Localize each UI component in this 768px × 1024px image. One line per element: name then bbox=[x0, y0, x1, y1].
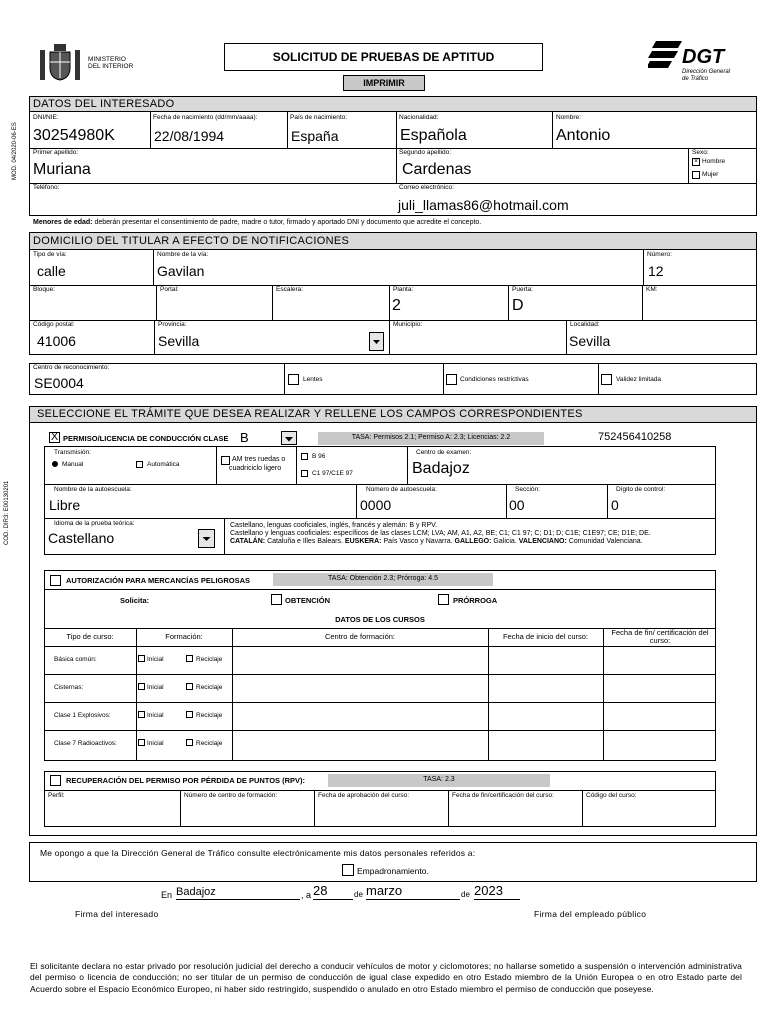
sex-female-checkbox[interactable] bbox=[692, 171, 700, 179]
print-button[interactable]: IMPRIMIR bbox=[343, 75, 425, 91]
limited-validity-checkbox[interactable] bbox=[601, 374, 612, 385]
floor-field[interactable]: 2 bbox=[392, 297, 401, 314]
dgt-logo bbox=[648, 41, 738, 85]
automatic-label: Automática bbox=[147, 461, 180, 468]
birthdate-label: Fecha de nacimiento (dd/mm/aaaa): bbox=[153, 114, 258, 121]
birthdate-field[interactable]: 22/08/1994 bbox=[154, 128, 225, 144]
catalan-bold: CATALÁN: bbox=[230, 538, 266, 545]
minors-note-bold: Menores de edad: bbox=[33, 219, 93, 226]
chevron-down-icon bbox=[370, 333, 383, 350]
medical-center-field[interactable]: SE0004 bbox=[34, 375, 84, 391]
basica-inicial-label: Inicial bbox=[147, 656, 164, 663]
am-label-1: AM tres ruedas o bbox=[232, 456, 286, 463]
license-class-dropdown[interactable] bbox=[281, 431, 297, 445]
signature-month-field[interactable]: marzo bbox=[366, 883, 460, 900]
email-label: Correo electrónico: bbox=[399, 184, 454, 191]
language-note-1: Castellano, lenguas cooficiales, inglés, francés y alemán: B y RPV. bbox=[230, 522, 438, 529]
euskera-text: País Vasco y Navarra. bbox=[383, 538, 453, 545]
explosivos-inicial-label: Inicial bbox=[147, 712, 164, 719]
explosivos-inicial-checkbox[interactable] bbox=[138, 711, 145, 718]
manual-radio[interactable] bbox=[52, 461, 58, 467]
signature-de-2: de bbox=[461, 890, 470, 899]
license-checkbox[interactable]: X bbox=[50, 431, 59, 443]
basica-reciclaje-checkbox[interactable] bbox=[186, 655, 193, 662]
signature-year-field[interactable]: 2023 bbox=[474, 883, 520, 900]
tasa-number: 752456410258 bbox=[598, 431, 672, 443]
chevron-down-icon bbox=[199, 530, 214, 547]
block-label: Bloque: bbox=[33, 286, 56, 293]
gallego-text: Galicia. bbox=[493, 538, 517, 545]
c1-checkbox[interactable] bbox=[301, 470, 308, 477]
col-formation: Formación: bbox=[165, 632, 203, 641]
medical-center-label: Centro de reconocimiento: bbox=[33, 364, 110, 371]
row-basica-label: Básica común: bbox=[54, 656, 97, 663]
radioactivos-inicial-label: Inicial bbox=[147, 740, 164, 747]
nationality-field[interactable]: Española bbox=[400, 127, 467, 144]
minors-note-text: deberán presentar el consentimiento de padre, madre o tutor, firmado y aportado DNI y documento que acredite el concepto. bbox=[94, 219, 482, 226]
request-label: Solicita: bbox=[120, 596, 150, 605]
street-type-field[interactable]: calle bbox=[37, 263, 66, 279]
school-number-field[interactable]: 0000 bbox=[360, 497, 392, 513]
floor-label: Planta: bbox=[393, 286, 414, 293]
prorroga-checkbox[interactable] bbox=[438, 594, 449, 605]
chevron-down-icon bbox=[282, 433, 296, 445]
col-end-date: Fecha de fin/ certificación del curso: bbox=[611, 628, 709, 645]
dgt-subtitle-1: Dirección General bbox=[682, 69, 731, 75]
rpv-title: RECUPERACIÓN DEL PERMISO POR PÉRDIDA DE PUNTOS (RPV): bbox=[66, 776, 306, 785]
euskera-bold: EUSKERA: bbox=[344, 538, 382, 545]
rpv-course-code-label: Código del curso: bbox=[586, 792, 637, 799]
signature-de-1: de bbox=[354, 890, 363, 899]
form-title: SOLICITUD DE PRUEBAS DE APTITUD bbox=[272, 50, 495, 64]
minors-note bbox=[33, 219, 481, 227]
col-start-date: Fecha de inicio del curso: bbox=[502, 632, 589, 641]
basica-reciclaje-label: Reciclaje bbox=[196, 656, 223, 663]
language-select[interactable]: Castellano bbox=[48, 530, 115, 546]
locality-label: Localidad: bbox=[570, 321, 600, 328]
dgt-mark-icon bbox=[648, 41, 682, 73]
radioactivos-reciclaje-label: Reciclaje bbox=[196, 740, 223, 747]
nationality-label: Nacionalidad: bbox=[399, 114, 439, 121]
row-radioactivos-label: Clase 7 Radioactivos: bbox=[54, 740, 117, 747]
street-type-label: Tipo de vía: bbox=[33, 251, 67, 258]
language-note-3 bbox=[230, 538, 643, 546]
door-field[interactable]: D bbox=[512, 297, 524, 314]
side-code-top: MOD. 04/2020-06-ES bbox=[12, 122, 18, 180]
dni-field[interactable]: 30254980K bbox=[33, 127, 115, 144]
obtencion-label: OBTENCIÓN bbox=[285, 596, 330, 605]
dgt-subtitle-2: de Tráfico bbox=[682, 76, 709, 82]
signature-a: , a bbox=[301, 890, 312, 900]
automatic-checkbox[interactable] bbox=[136, 461, 143, 468]
phone-label: Teléfono: bbox=[33, 184, 60, 191]
empadronamiento-checkbox[interactable] bbox=[342, 864, 354, 876]
surname1-field[interactable]: Muriana bbox=[33, 161, 91, 178]
cisternas-inicial-label: Inicial bbox=[147, 684, 164, 691]
lenses-label: Lentes bbox=[303, 376, 323, 383]
exam-center-label: Centro de examen: bbox=[416, 449, 472, 456]
dangerous-goods-tasa: TASA: Obtención 2.3; Prórroga: 4.5 bbox=[273, 573, 493, 586]
street-name-label: Nombre de la vía: bbox=[157, 251, 209, 258]
transmission-label: Transmisión: bbox=[54, 449, 91, 456]
applicant-declaration: El solicitante declara no estar privado por resolución judicial del derecho a conducir vehículos de motor y ciclomotores; no hallarse sometido a suspensión o intervención administrativa del permiso o licencia de conducción; no ser titular de un permiso de conducción de igual clase expedido en otro Estado miembro de la Unión Europea o en otro Estado parte del Acuerdo sobre el Espacio Económico Europeo, ni haber sido restringido, suspendido o anulado en otro Estado miembro el permiso de conducción que poseyese. bbox=[30, 961, 742, 994]
stair-label: Escalera: bbox=[276, 286, 304, 293]
b96-label: B 96 bbox=[312, 453, 326, 460]
signature-place-field[interactable]: Badajoz bbox=[176, 885, 300, 900]
street-number-field[interactable]: 12 bbox=[648, 263, 664, 279]
catalan-text: Cataluña e Illes Balears. bbox=[267, 538, 343, 545]
municipality-label: Municipio: bbox=[393, 321, 423, 328]
section-title-interesado: DATOS DEL INTERESADO bbox=[29, 96, 757, 112]
dangerous-goods-checkbox[interactable] bbox=[50, 575, 61, 586]
province-label: Provincia: bbox=[158, 321, 187, 328]
door-label: Puerta: bbox=[512, 286, 533, 293]
rpv-tasa: TASA: 2.3 bbox=[328, 774, 550, 787]
dni-label: DNI/NIE: bbox=[33, 114, 59, 121]
postal-code-label: Código postal: bbox=[33, 321, 75, 328]
birth-country-label: País de nacimiento: bbox=[290, 114, 348, 121]
sex-label: Sexo: bbox=[692, 149, 709, 156]
school-number-label: Número de autoescuela: bbox=[366, 486, 437, 493]
cisternas-inicial-checkbox[interactable] bbox=[138, 683, 145, 690]
row-explosivos-label: Clase 1 Explosivos: bbox=[54, 712, 111, 719]
limited-validity-label: Validez limitada bbox=[616, 376, 662, 383]
am-label-2: cuadriciclo ligero bbox=[229, 465, 282, 472]
prorroga-label: PRÓRROGA bbox=[453, 596, 498, 605]
birth-country-field[interactable]: España bbox=[291, 128, 339, 144]
manual-label: Manual bbox=[62, 461, 84, 468]
license-tasa: TASA: Permisos 2.1; Permiso A: 2.3; Licencias: 2.2 bbox=[318, 432, 544, 445]
email-field[interactable]: juli_llamas86@hotmail.com bbox=[398, 197, 569, 213]
consent-text: Me opongo a que la Dirección General de Tráfico consulte electrónicamente mis datos personales referidos a: bbox=[40, 848, 476, 858]
col-course-type: Tipo de curso: bbox=[66, 632, 114, 641]
section-title-domicilio: DOMICILIO DEL TITULAR A EFECTO DE NOTIFICACIONES bbox=[29, 232, 757, 250]
rpv-profile-label: Perfil: bbox=[48, 792, 65, 799]
surname2-field[interactable]: Cardenas bbox=[402, 161, 472, 178]
valenciano-bold: VALENCIANO: bbox=[518, 538, 567, 545]
surname1-label: Primer apellido: bbox=[33, 149, 79, 156]
language-label: Idioma de la prueba teórica: bbox=[54, 520, 135, 527]
restrictive-conditions-checkbox[interactable] bbox=[446, 374, 457, 385]
license-class-label: PERMISO/LICENCIA DE CONDUCCIÓN CLASE bbox=[63, 434, 229, 443]
c1-label: C1 97/C1E 97 bbox=[312, 470, 353, 477]
province-dropdown-button[interactable] bbox=[369, 332, 384, 351]
lenses-checkbox[interactable] bbox=[288, 374, 299, 385]
first-name-label: Nombre: bbox=[556, 114, 581, 121]
ministry-name-line2: DEL INTERIOR bbox=[88, 63, 134, 70]
signature-place-prefix: En bbox=[161, 890, 173, 900]
language-dropdown-button[interactable] bbox=[198, 529, 215, 548]
empadronamiento-label: Empadronamiento. bbox=[357, 866, 429, 876]
section-field[interactable]: 00 bbox=[509, 497, 525, 513]
locality-field[interactable]: Sevilla bbox=[569, 333, 611, 349]
radioactivos-inicial-checkbox[interactable] bbox=[138, 739, 145, 746]
applicant-signature-label: Firma del interesado bbox=[75, 909, 159, 919]
language-note-2: Castellano y lenguas cooficiales: específicos de las clases LCM; LVA; AM, A1, A2, BE; C1; C1 97; C; D1; D; C1E; C1E97; CE; D1E; DE. bbox=[230, 530, 651, 537]
side-code-bottom: COD. DIR3: E00130201 bbox=[4, 480, 10, 545]
courses-title: DATOS DE LOS CURSOS bbox=[335, 615, 425, 624]
gallego-bold: GALLEGO: bbox=[454, 538, 492, 545]
obtencion-checkbox[interactable] bbox=[271, 594, 282, 605]
km-label: KM: bbox=[646, 286, 658, 293]
coat-of-arms-icon bbox=[36, 42, 84, 84]
b96-checkbox[interactable] bbox=[301, 453, 308, 460]
employee-signature-label: Firma del empleado público bbox=[534, 909, 647, 919]
exam-center-field[interactable]: Badajoz bbox=[412, 460, 470, 477]
street-number-label: Número: bbox=[647, 251, 672, 258]
cisternas-reciclaje-checkbox[interactable] bbox=[186, 683, 193, 690]
control-digit-field[interactable]: 0 bbox=[611, 497, 619, 513]
street-name-field[interactable]: Gavilan bbox=[157, 263, 205, 279]
explosivos-reciclaje-checkbox[interactable] bbox=[186, 711, 193, 718]
driving-school-field[interactable]: Libre bbox=[49, 497, 81, 513]
datos-interesado-section bbox=[29, 96, 757, 216]
am-checkbox[interactable] bbox=[221, 456, 230, 465]
sex-female-label: Mujer bbox=[702, 171, 719, 178]
restrictive-conditions-label: Condiciones restrictivas bbox=[460, 376, 529, 383]
surname2-label: Segundo apellido: bbox=[399, 149, 452, 156]
signature-day-field[interactable]: 28 bbox=[313, 883, 353, 900]
rpv-checkbox[interactable] bbox=[50, 775, 61, 786]
control-digit-label: Dígito de control: bbox=[616, 486, 666, 493]
sex-male-checkbox[interactable]: × bbox=[693, 158, 699, 165]
rpv-approval-date-label: Fecha de aprobación del curso: bbox=[318, 792, 410, 799]
ministry-name-line1: MINISTERIO bbox=[88, 56, 126, 63]
portal-label: Portal: bbox=[160, 286, 179, 293]
valenciano-text: Comunidad Valenciana. bbox=[568, 538, 643, 545]
driving-school-label: Nombre de la autoescuela: bbox=[54, 486, 132, 493]
col-center: Centro de formación: bbox=[324, 632, 396, 641]
row-cisternas-label: Cisternas: bbox=[54, 684, 84, 691]
cisternas-reciclaje-label: Reciclaje bbox=[196, 684, 223, 691]
first-name-field[interactable]: Antonio bbox=[556, 127, 611, 144]
dgt-text: DGT bbox=[682, 46, 725, 68]
section-label: Sección: bbox=[515, 486, 540, 493]
sex-male-label: Hombre bbox=[702, 158, 726, 165]
ministry-logo bbox=[36, 42, 84, 84]
section-title-tramite: SELECCIONE EL TRÁMITE QUE DESEA REALIZAR Y RELLENE LOS CAMPOS CORRESPONDIENTES bbox=[29, 406, 757, 423]
rpv-center-number-label: Número de centro de formación: bbox=[184, 792, 278, 799]
basica-inicial-checkbox[interactable] bbox=[138, 655, 145, 662]
rpv-end-date-label: Fecha de fin/certificación del curso: bbox=[452, 792, 554, 799]
dangerous-goods-title: AUTORIZACIÓN PARA MERCANCÍAS PELIGROSAS bbox=[66, 576, 251, 585]
license-class-select[interactable]: B bbox=[240, 430, 249, 445]
explosivos-reciclaje-label: Reciclaje bbox=[196, 712, 223, 719]
postal-code-field[interactable]: 41006 bbox=[37, 333, 76, 349]
province-select[interactable]: Sevilla bbox=[158, 333, 200, 349]
radioactivos-reciclaje-checkbox[interactable] bbox=[186, 739, 193, 746]
